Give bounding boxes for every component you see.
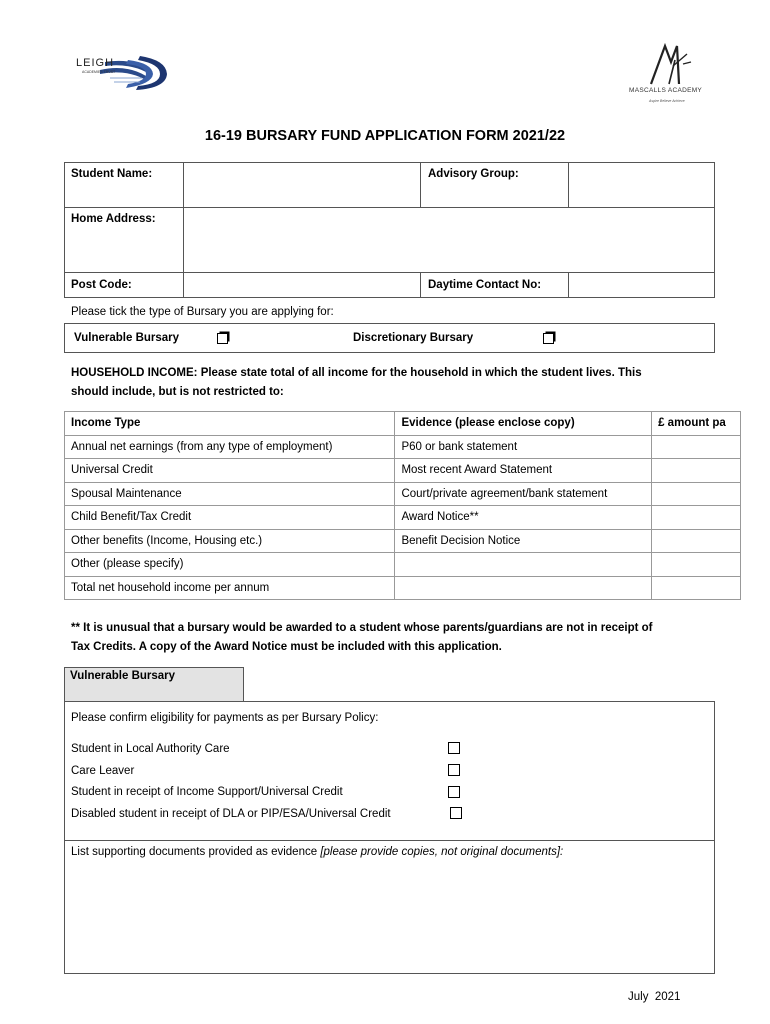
amount-cell[interactable] xyxy=(652,506,741,530)
income-type-cell: Child Benefit/Tax Credit xyxy=(65,506,395,530)
evidence-cell: P60 or bank statement xyxy=(395,435,652,459)
student-name-label: Student Name: xyxy=(71,168,153,180)
care-checkbox[interactable] xyxy=(448,742,460,754)
vulnerable-bursary-checkbox[interactable] xyxy=(217,333,228,344)
income-type-header: Income Type xyxy=(65,412,395,436)
amount-cell[interactable] xyxy=(652,435,741,459)
eligibility-prompt: Please confirm eligibility for payments as per Bursary Policy: xyxy=(71,712,379,724)
advisory-group-label: Advisory Group: xyxy=(428,168,519,180)
table-row xyxy=(65,553,741,577)
table-row xyxy=(65,529,741,553)
supporting-documents-label xyxy=(71,846,563,858)
supporting-documents-box[interactable] xyxy=(64,840,715,974)
evidence-cell: Court/private agreement/bank statement xyxy=(395,482,652,506)
student-name-field[interactable] xyxy=(184,163,420,207)
tax-credit-note-line2: Tax Credits. A copy of the Award Notice must be included with this application. xyxy=(71,641,502,653)
mascalls-logo xyxy=(625,40,720,110)
leigh-logo xyxy=(70,48,175,93)
advisory-group-field[interactable] xyxy=(569,163,714,207)
evidence-cell: Most recent Award Statement xyxy=(395,459,652,483)
discretionary-bursary-label: Discretionary Bursary xyxy=(353,332,474,344)
household-intro-line1: HOUSEHOLD INCOME: Please state total of all income for the household in which the student lives. This xyxy=(71,367,642,379)
evidence-cell: Benefit Decision Notice xyxy=(395,529,652,553)
table-row xyxy=(65,482,741,506)
home-address-field[interactable] xyxy=(184,208,714,272)
income-table-header xyxy=(65,412,741,436)
table-row xyxy=(65,576,741,600)
post-code-field[interactable] xyxy=(184,273,420,297)
income-type-cell: Other benefits (Income, Housing etc.) xyxy=(65,529,395,553)
mascalls-logo-mark xyxy=(625,40,720,90)
amount-cell[interactable] xyxy=(652,459,741,483)
care-leaver-checkbox[interactable] xyxy=(448,764,460,776)
discretionary-bursary-checkbox[interactable] xyxy=(543,333,554,344)
income-type-cell: Spousal Maintenance xyxy=(65,482,395,506)
vulnerable-bursary-label: Vulnerable Bursary xyxy=(74,332,180,344)
table-row xyxy=(65,435,741,459)
disabled-checkbox[interactable] xyxy=(450,807,462,819)
leigh-logo-subtext: ACADEMIES TRUST xyxy=(82,70,116,74)
bursary-type-prompt: Please tick the type of Bursary you are applying for: xyxy=(71,306,334,318)
daytime-contact-label: Daytime Contact No: xyxy=(428,279,542,291)
supporting-documents-text: List supporting documents provided as evidence xyxy=(71,846,321,858)
home-address-label: Home Address: xyxy=(71,213,156,225)
evidence-cell xyxy=(395,576,652,600)
eligibility-item-income-support: Student in receipt of Income Support/Universal Credit xyxy=(71,786,343,798)
eligibility-item-care: Student in Local Authority Care xyxy=(71,743,230,755)
eligibility-item-disabled: Disabled student in receipt of DLA or PIP/ESA/Universal Credit xyxy=(71,808,391,820)
amount-cell[interactable] xyxy=(652,576,741,600)
tax-credit-note-line1: ** It is unusual that a bursary would be awarded to a student whose parents/guardians are not in receipt of xyxy=(71,622,653,634)
amount-header: £ amount pa xyxy=(652,412,741,436)
income-type-cell: Annual net earnings (from any type of employment) xyxy=(65,435,395,459)
amount-cell[interactable] xyxy=(652,553,741,577)
post-code-label: Post Code: xyxy=(71,279,132,291)
income-type-cell: Other (please specify) xyxy=(65,553,395,577)
daytime-contact-field[interactable] xyxy=(569,273,714,297)
leigh-logo-text: LEIGH xyxy=(76,57,115,69)
evidence-cell[interactable] xyxy=(395,553,652,577)
income-table xyxy=(64,411,741,600)
footer-date: July 2021 xyxy=(628,991,681,1003)
income-type-cell: Total net household income per annum xyxy=(65,576,395,600)
form-title: 16-19 BURSARY FUND APPLICATION FORM 2021/22 xyxy=(204,128,566,144)
household-intro-line2: should include, but is not restricted to: xyxy=(71,386,284,398)
amount-cell[interactable] xyxy=(652,482,741,506)
vulnerable-heading: Vulnerable Bursary xyxy=(70,670,176,682)
table-row xyxy=(65,506,741,530)
mascalls-logo-motto: Aspire Believe Achieve xyxy=(649,99,685,103)
mascalls-logo-text: MASCALLS ACADEMY xyxy=(629,87,703,94)
income-type-cell: Universal Credit xyxy=(65,459,395,483)
supporting-documents-hint: [please provide copies, not original documents]: xyxy=(320,846,564,858)
evidence-cell: Award Notice** xyxy=(395,506,652,530)
table-row xyxy=(65,459,741,483)
income-support-checkbox[interactable] xyxy=(448,786,460,798)
eligibility-item-care-leaver: Care Leaver xyxy=(71,765,135,777)
evidence-header: Evidence (please enclose copy) xyxy=(395,412,652,436)
amount-cell[interactable] xyxy=(652,529,741,553)
